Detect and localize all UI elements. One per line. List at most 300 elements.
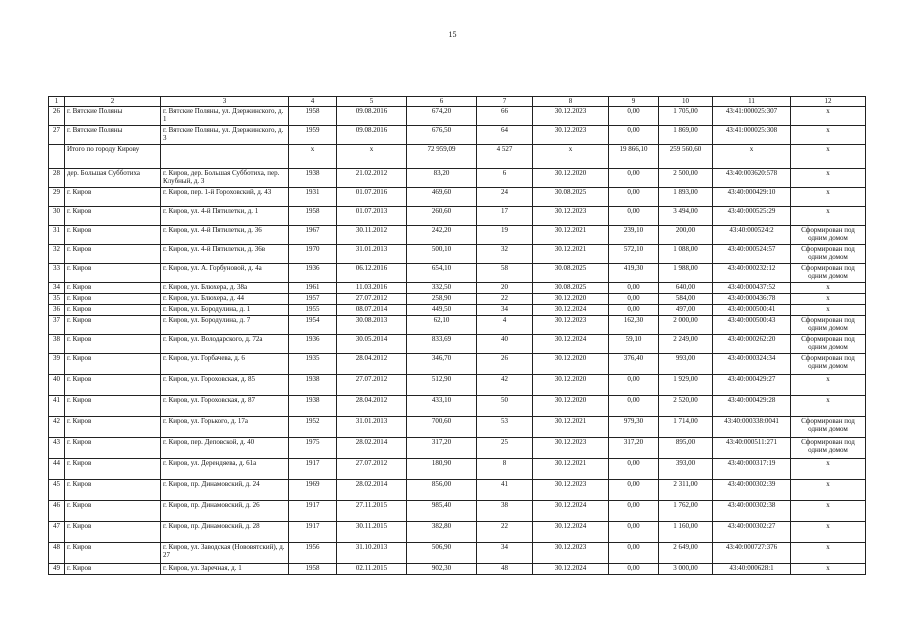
cadastre-cell: 43:40:000511:271 [713,438,791,459]
cadastre-cell: 43:40:000436:78 [713,294,791,305]
cadastre-cell: 43:40:000324:34 [713,354,791,375]
area-cell: 433,10 [407,396,477,417]
date-cell: 30.11.2015 [337,522,407,543]
row-number: 40 [49,375,65,396]
table-row [49,226,866,245]
value-cell: 200,00 [659,226,713,245]
column-header: 9 [609,97,659,107]
count-cell: 34 [477,543,533,564]
note-cell: x [791,207,866,226]
value-cell: 1 088,00 [659,245,713,264]
year-cell: 1967 [289,226,337,245]
address-cell: г. Киров, ул. Блюхера, д. 38а [161,283,289,294]
value-cell: 0,00 [609,522,659,543]
year-cell: 1935 [289,354,337,375]
year-cell: 1938 [289,375,337,396]
table-row [49,522,866,543]
table-row [49,294,866,305]
note-cell: x [791,305,866,316]
count-cell: 22 [477,294,533,305]
year-cell: 1917 [289,522,337,543]
value-cell: 1 714,00 [659,417,713,438]
cadastre-cell: 43:40:000525:29 [713,207,791,226]
cadastre-cell: 43:40:000500:41 [713,305,791,316]
cadastre-cell: 43:40:000232:12 [713,264,791,283]
address-cell: г. Киров, пр. Динамовский, д. 26 [161,501,289,522]
settlement-cell: дер. Большая Субботиха [65,169,161,188]
value-cell: 0,00 [609,501,659,522]
area-cell: 500,10 [407,245,477,264]
settlement-cell: г. Киров [65,264,161,283]
area-cell: 833,69 [407,335,477,354]
address-cell: г. Киров, пер. Деповской, д. 40 [161,438,289,459]
table-row [49,107,866,126]
value-cell: 1 705,00 [659,107,713,126]
count-cell: 50 [477,396,533,417]
note-cell: Сформирован под одним домом [791,335,866,354]
value-cell: 419,30 [609,264,659,283]
table-row [49,207,866,226]
year-cell: 1952 [289,417,337,438]
housing-table-container [48,96,865,575]
row-number: 42 [49,417,65,438]
count-cell: 22 [477,522,533,543]
deadline-cell: 30.12.2023 [533,126,609,145]
value-cell: 0,00 [609,188,659,207]
year-cell: 1961 [289,283,337,294]
deadline-cell: 30.12.2021 [533,245,609,264]
year-cell: 1938 [289,396,337,417]
address-cell: г. Киров, ул. Заречная, д. 1 [161,564,289,575]
value-cell: 0,00 [609,283,659,294]
date-cell: 08.07.2014 [337,305,407,316]
value-cell: 3 494,00 [659,207,713,226]
address-cell: г. Вятские Поляны, ул. Дзержинского, д. 3 [161,126,289,145]
address-cell: г. Киров, дер. Большая Субботиха, пер. Клубный, д. 3 [161,169,289,188]
table-row [49,264,866,283]
note-cell: x [791,564,866,575]
year-cell: 1955 [289,305,337,316]
value-cell: 376,40 [609,354,659,375]
table-row [49,305,866,316]
date-cell: x [337,145,407,169]
row-number [49,145,65,169]
settlement-cell: г. Киров [65,480,161,501]
value-cell: 0,00 [609,169,659,188]
date-cell: 31.01.2013 [337,417,407,438]
cadastre-cell: 43:40:000628:1 [713,564,791,575]
date-cell: 27.07.2012 [337,375,407,396]
row-number: 27 [49,126,65,145]
row-number: 30 [49,207,65,226]
deadline-cell: 30.12.2023 [533,480,609,501]
settlement-cell: г. Киров [65,305,161,316]
count-cell: 4 [477,316,533,335]
row-number: 39 [49,354,65,375]
deadline-cell: 30.12.2024 [533,335,609,354]
date-cell: 09.08.2016 [337,126,407,145]
year-cell: 1931 [289,188,337,207]
year-cell: 1954 [289,316,337,335]
column-header: 5 [337,97,407,107]
column-header: 12 [791,97,866,107]
year-cell: 1936 [289,264,337,283]
total-row [49,145,866,169]
table-row [49,245,866,264]
table-row [49,459,866,480]
address-cell: г. Вятские Поляны, ул. Дзержинского, д. 1 [161,107,289,126]
area-cell: 985,40 [407,501,477,522]
table-row [49,316,866,335]
count-cell: 19 [477,226,533,245]
settlement-cell: г. Киров [65,283,161,294]
value-cell: 2 520,00 [659,396,713,417]
cadastre-cell: 43:40:000437:52 [713,283,791,294]
cadastre-cell: 43:41:000025:307 [713,107,791,126]
date-cell: 31.10.2013 [337,543,407,564]
deadline-cell: 30.12.2023 [533,107,609,126]
year-cell: 1917 [289,501,337,522]
deadline-cell: 30.12.2023 [533,543,609,564]
settlement-cell: г. Киров [65,564,161,575]
row-number: 33 [49,264,65,283]
count-cell: 24 [477,188,533,207]
deadline-cell: 30.12.2023 [533,316,609,335]
settlement-cell: г. Киров [65,396,161,417]
address-cell: г. Киров, ул. Володарского, д. 72а [161,335,289,354]
row-number: 32 [49,245,65,264]
value-cell: 0,00 [609,459,659,480]
note-cell: x [791,145,866,169]
cadastre-cell: 43:40:000429:10 [713,188,791,207]
row-number: 44 [49,459,65,480]
year-cell: 1938 [289,169,337,188]
cadastre-cell: 43:40:000500:43 [713,316,791,335]
row-number: 31 [49,226,65,245]
value-cell: 1 988,00 [659,264,713,283]
year-cell: 1958 [289,564,337,575]
deadline-cell: 30.12.2024 [533,501,609,522]
address-cell: г. Киров, ул. Блюхера, д. 44 [161,294,289,305]
row-number: 29 [49,188,65,207]
year-cell: 1975 [289,438,337,459]
area-cell: 654,10 [407,264,477,283]
note-cell: Сформирован под одним домом [791,226,866,245]
count-cell: 58 [477,264,533,283]
row-number: 49 [49,564,65,575]
date-cell: 01.07.2016 [337,188,407,207]
year-cell: 1970 [289,245,337,264]
deadline-cell: 30.12.2024 [533,305,609,316]
date-cell: 06.12.2016 [337,264,407,283]
note-cell: x [791,480,866,501]
settlement-cell: г. Киров [65,438,161,459]
note-cell: x [791,396,866,417]
value-cell: 584,00 [659,294,713,305]
date-cell: 21.02.2012 [337,169,407,188]
value-cell: 393,00 [659,459,713,480]
value-cell: 0,00 [609,564,659,575]
area-cell: 72 959,09 [407,145,477,169]
column-header: 10 [659,97,713,107]
settlement-cell: г. Киров [65,459,161,480]
table-row [49,501,866,522]
cadastre-cell: 43:40:000262:20 [713,335,791,354]
area-cell: 83,20 [407,169,477,188]
area-cell: 242,20 [407,226,477,245]
value-cell: 1 160,00 [659,522,713,543]
value-cell: 1 929,00 [659,375,713,396]
value-cell: 2 000,00 [659,316,713,335]
value-cell: 0,00 [609,396,659,417]
area-cell: 674,20 [407,107,477,126]
cadastre-cell: 43:40:000317:19 [713,459,791,480]
column-header: 6 [407,97,477,107]
row-number: 34 [49,283,65,294]
area-cell: 346,70 [407,354,477,375]
table-row [49,169,866,188]
table-body [49,97,866,575]
year-cell: 1969 [289,480,337,501]
area-cell: 512,90 [407,375,477,396]
address-cell: г. Киров, ул. Дерендяева, д. 61а [161,459,289,480]
row-number: 47 [49,522,65,543]
deadline-cell: 30.12.2023 [533,207,609,226]
note-cell: x [791,375,866,396]
row-number: 46 [49,501,65,522]
deadline-cell: 30.12.2021 [533,417,609,438]
count-cell: 4 527 [477,145,533,169]
address-cell: г. Киров, ул. Заводская (Нововятский), д. 27 [161,543,289,564]
settlement-cell: г. Киров [65,543,161,564]
cadastre-cell: 43:40:000302:27 [713,522,791,543]
table-row [49,543,866,564]
count-cell: 40 [477,335,533,354]
deadline-cell: 30.12.2020 [533,375,609,396]
cadastre-cell: 43:40:000338:0041 [713,417,791,438]
settlement-cell: г. Вятские Поляны [65,107,161,126]
settlement-cell: г. Киров [65,335,161,354]
column-header: 11 [713,97,791,107]
cadastre-cell: x [713,145,791,169]
note-cell: x [791,543,866,564]
area-cell: 902,30 [407,564,477,575]
settlement-cell: г. Киров [65,188,161,207]
note-cell: Сформирован под одним домом [791,438,866,459]
area-cell: 332,50 [407,283,477,294]
table-row [49,564,866,575]
column-header: 1 [49,97,65,107]
note-cell: x [791,126,866,145]
area-cell: 62,10 [407,316,477,335]
count-cell: 41 [477,480,533,501]
value-cell: 317,20 [609,438,659,459]
count-cell: 42 [477,375,533,396]
row-number: 48 [49,543,65,564]
area-cell: 856,00 [407,480,477,501]
year-cell: 1936 [289,335,337,354]
count-cell: 20 [477,283,533,294]
area-cell: 469,60 [407,188,477,207]
deadline-cell: 30.08.2025 [533,283,609,294]
count-cell: 34 [477,305,533,316]
count-cell: 32 [477,245,533,264]
area-cell: 676,50 [407,126,477,145]
date-cell: 28.02.2014 [337,480,407,501]
address-cell [161,145,289,169]
count-cell: 64 [477,126,533,145]
address-cell: г. Киров, пр. Динамовский, д. 24 [161,480,289,501]
date-cell: 11.03.2016 [337,283,407,294]
settlement-cell: г. Киров [65,207,161,226]
row-number: 38 [49,335,65,354]
value-cell: 497,00 [659,305,713,316]
column-header: 3 [161,97,289,107]
address-cell: г. Киров, пер. 1-й Гороховский, д. 43 [161,188,289,207]
value-cell: 993,00 [659,354,713,375]
value-cell: 1 893,00 [659,188,713,207]
value-cell: 979,30 [609,417,659,438]
note-cell: x [791,501,866,522]
table-row [49,375,866,396]
area-cell: 506,90 [407,543,477,564]
note-cell: x [791,459,866,480]
year-cell: x [289,145,337,169]
settlement-cell: г. Киров [65,316,161,335]
settlement-cell: г. Киров [65,226,161,245]
settlement-cell: г. Киров [65,375,161,396]
value-cell: 239,10 [609,226,659,245]
row-number: 45 [49,480,65,501]
date-cell: 28.04.2012 [337,396,407,417]
address-cell: г. Киров, ул. Горбачева, д. 6 [161,354,289,375]
date-cell: 30.11.2012 [337,226,407,245]
table-row [49,283,866,294]
deadline-cell: 30.12.2020 [533,396,609,417]
value-cell: 0,00 [609,375,659,396]
address-cell: г. Киров, ул. Бородулина, д. 1 [161,305,289,316]
count-cell: 25 [477,438,533,459]
note-cell: Сформирован под одним домом [791,354,866,375]
count-cell: 38 [477,501,533,522]
row-number: 35 [49,294,65,305]
note-cell: Сформирован под одним домом [791,316,866,335]
date-cell: 27.11.2015 [337,501,407,522]
date-cell: 28.02.2014 [337,438,407,459]
value-cell: 3 000,00 [659,564,713,575]
deadline-cell: 30.12.2023 [533,438,609,459]
deadline-cell: 30.08.2025 [533,188,609,207]
settlement-cell: г. Вятские Поляны [65,126,161,145]
row-number: 36 [49,305,65,316]
date-cell: 01.07.2013 [337,207,407,226]
table-row [49,188,866,207]
column-number-row [49,97,866,107]
year-cell: 1957 [289,294,337,305]
value-cell: 640,00 [659,283,713,294]
value-cell: 0,00 [609,480,659,501]
address-cell: г. Киров, ул. Гороховская, д. 87 [161,396,289,417]
column-header: 8 [533,97,609,107]
table-row [49,438,866,459]
housing-table [48,96,866,575]
cadastre-cell: 43:40:003620:578 [713,169,791,188]
deadline-cell: 30.12.2024 [533,564,609,575]
value-cell: 259 560,60 [659,145,713,169]
note-cell: Сформирован под одним домом [791,245,866,264]
value-cell: 59,10 [609,335,659,354]
cadastre-cell: 43:40:000302:39 [713,480,791,501]
year-cell: 1917 [289,459,337,480]
date-cell: 09.08.2016 [337,107,407,126]
value-cell: 2 500,00 [659,169,713,188]
row-number: 26 [49,107,65,126]
note-cell: x [791,283,866,294]
cadastre-cell: 43:41:000025:308 [713,126,791,145]
year-cell: 1958 [289,207,337,226]
year-cell: 1956 [289,543,337,564]
table-row [49,480,866,501]
row-number: 28 [49,169,65,188]
value-cell: 2 249,00 [659,335,713,354]
cadastre-cell: 43:40:000524:2 [713,226,791,245]
row-number: 43 [49,438,65,459]
address-cell: г. Киров, ул. 4-й Пятилетки, д. 36 [161,226,289,245]
settlement-cell: г. Киров [65,294,161,305]
settlement-cell: Итого по городу Кирову [65,145,161,169]
date-cell: 27.07.2012 [337,459,407,480]
count-cell: 53 [477,417,533,438]
area-cell: 180,90 [407,459,477,480]
area-cell: 260,60 [407,207,477,226]
count-cell: 48 [477,564,533,575]
value-cell: 0,00 [609,107,659,126]
address-cell: г. Киров, ул. Горького, д. 17а [161,417,289,438]
note-cell: x [791,169,866,188]
table-row [49,396,866,417]
note-cell: x [791,522,866,543]
area-cell: 700,60 [407,417,477,438]
settlement-cell: г. Киров [65,501,161,522]
cadastre-cell: 43:40:000727:376 [713,543,791,564]
year-cell: 1958 [289,107,337,126]
cadastre-cell: 43:40:000302:38 [713,501,791,522]
value-cell: 0,00 [609,305,659,316]
value-cell: 1 869,00 [659,126,713,145]
address-cell: г. Киров, ул. Бородулина, д. 7 [161,316,289,335]
column-header: 4 [289,97,337,107]
date-cell: 30.08.2013 [337,316,407,335]
row-number: 37 [49,316,65,335]
deadline-cell: 30.12.2020 [533,354,609,375]
date-cell: 31.01.2013 [337,245,407,264]
value-cell: 572,10 [609,245,659,264]
value-cell: 0,00 [609,294,659,305]
note-cell: x [791,294,866,305]
area-cell: 382,80 [407,522,477,543]
row-number: 41 [49,396,65,417]
cadastre-cell: 43:40:000524:57 [713,245,791,264]
date-cell: 28.04.2012 [337,354,407,375]
deadline-cell: 30.08.2025 [533,264,609,283]
count-cell: 6 [477,169,533,188]
deadline-cell: 30.12.2024 [533,522,609,543]
column-header: 2 [65,97,161,107]
date-cell: 30.05.2014 [337,335,407,354]
column-header: 7 [477,97,533,107]
address-cell: г. Киров, пр. Динамовский, д. 28 [161,522,289,543]
address-cell: г. Киров, ул. 4-й Пятилетки, д. 1 [161,207,289,226]
